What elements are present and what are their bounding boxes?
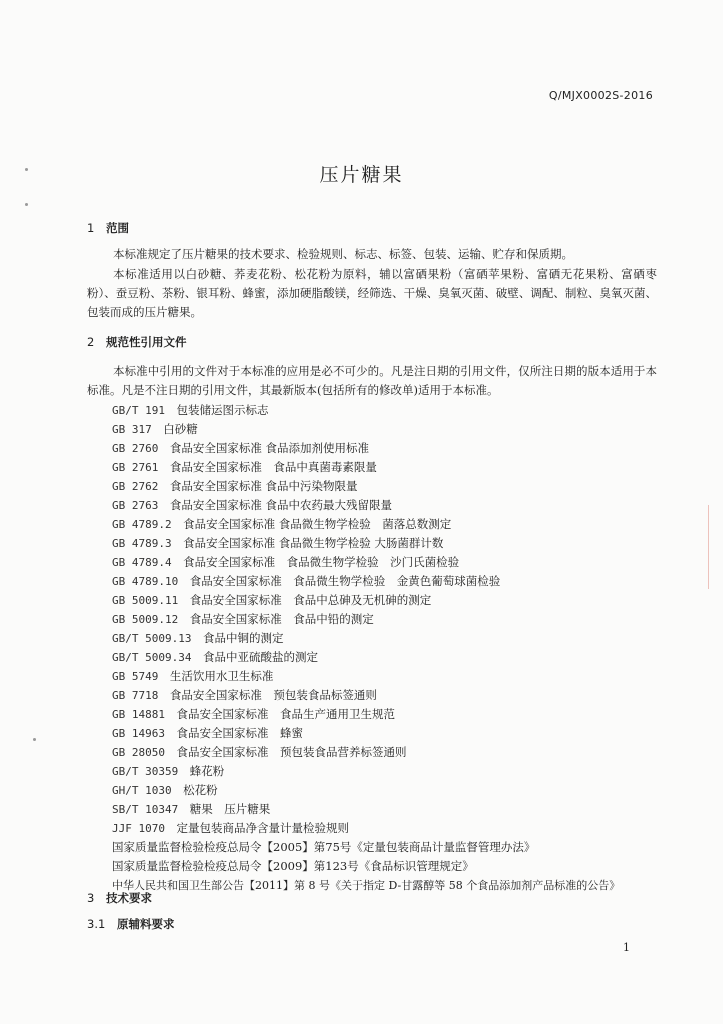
section-3-1-heading	[87, 916, 175, 932]
reference-item: GB 5749 生活饮用水卫生标准	[112, 669, 274, 683]
reference-item: GH/T 1030 松花粉	[112, 783, 218, 797]
reference-item: GB 28050 食品安全国家标准 预包装食品营养标签通则	[112, 745, 407, 759]
reference-item: 国家质量监督检验检疫总局令【2005】第75号《定量包装商品计量监督管理办法》	[112, 840, 536, 854]
section-title: 原辅料要求	[117, 917, 175, 931]
reference-item: GB 4789.10 食品安全国家标准 食品微生物学检验 金黄色葡萄球菌检验	[112, 574, 501, 588]
reference-item: 国家质量监督检验检疫总局令【2009】第123号《食品标识管理规定》	[112, 859, 474, 873]
section-number: 3	[87, 891, 95, 905]
reference-item: GB 2760 食品安全国家标准 食品添加剂使用标准	[112, 441, 370, 455]
seal-stamp-edge	[708, 505, 723, 589]
reference-item: GB/T 191 包装储运图示标志	[112, 403, 269, 417]
reference-item: GB 5009.12 食品安全国家标准 食品中铅的测定	[112, 612, 374, 626]
section-2-intro: 本标准中引用的文件对于本标准的应用是必不可少的。凡是注日期的引用文件，仅所注日期的版本适用于本标准。凡是不注日期的引用文件，其最新版本(包括所有的修改单)适用于本标准。	[87, 364, 657, 397]
scan-speck	[25, 203, 28, 206]
section-2-heading	[87, 334, 187, 350]
reference-item: GB/T 30359 蜂花粉	[112, 764, 225, 778]
scan-speck	[33, 738, 36, 741]
section-title: 技术要求	[106, 891, 152, 905]
section-title: 范围	[106, 221, 129, 235]
section-title: 规范性引用文件	[106, 335, 187, 349]
reference-item: GB 4789.4 食品安全国家标准 食品微生物学检验 沙门氏菌检验	[112, 555, 460, 569]
reference-item: GB 7718 食品安全国家标准 预包装食品标签通则	[112, 688, 377, 702]
section-1-paragraph-1: 本标准规定了压片糖果的技术要求、检验规则、标志、标签、包装、运输、贮存和保质期。	[113, 247, 573, 261]
section-number: 3.1	[87, 917, 106, 931]
reference-item: GB 2761 食品安全国家标准 食品中真菌毒素限量	[112, 460, 377, 474]
reference-item: GB 2763 食品安全国家标准 食品中农药最大残留限量	[112, 498, 393, 512]
reference-item: 中华人民共和国卫生部公告【2011】第 8 号《关于指定 D-甘露醇等 58 个食品添加剂产品标准的公告》	[112, 879, 621, 892]
page-number: 1	[623, 941, 630, 954]
section-1-paragraph-2: 本标准适用以白砂糖、荞麦花粉、松花粉为原料，辅以富硒果粉（富硒苹果粉、富硒无花果粉、富硒枣粉）、蚕豆粉、茶粉、银耳粉、蜂蜜，添加硬脂酸镁，经筛选、干燥、臭氧灭菌、破壁、调配、制粒、臭氧灭菌、包装而成的压片糖果。	[87, 267, 657, 319]
reference-item: GB 5009.11 食品安全国家标准 食品中总砷及无机砷的测定	[112, 593, 432, 607]
section-3-heading	[87, 890, 152, 906]
reference-item: GB 4789.3 食品安全国家标准 食品微生物学检验 大肠菌群计数	[112, 536, 444, 550]
section-number: 2	[87, 335, 95, 349]
reference-item: GB/T 5009.13 食品中铜的测定	[112, 631, 284, 645]
reference-item: GB 2762 食品安全国家标准 食品中污染物限量	[112, 479, 358, 493]
reference-item: JJF 1070 定量包装商品净含量计量检验规则	[112, 821, 349, 835]
reference-item: GB 4789.2 食品安全国家标准 食品微生物学检验 菌落总数测定	[112, 517, 452, 531]
reference-item: SB/T 10347 糖果 压片糖果	[112, 802, 271, 816]
reference-item: GB 317 白砂糖	[112, 422, 198, 436]
reference-list	[112, 401, 620, 895]
section-number: 1	[87, 221, 95, 235]
section-1-heading	[87, 220, 129, 236]
reference-item: GB 14963 食品安全国家标准 蜂蜜	[112, 726, 303, 740]
reference-item: GB 14881 食品安全国家标准 食品生产通用卫生规范	[112, 707, 395, 721]
document-code: Q/MJX0002S-2016	[548, 89, 653, 102]
reference-item: GB/T 5009.34 食品中亚硫酸盐的测定	[112, 650, 318, 664]
document-title: 压片糖果	[319, 164, 404, 186]
